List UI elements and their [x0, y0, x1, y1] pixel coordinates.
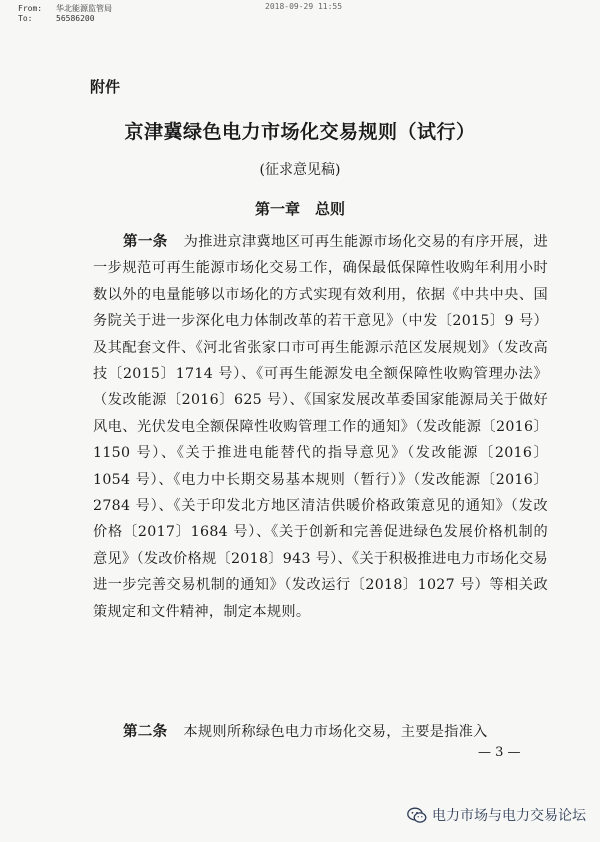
fax-from-label: From: [18, 4, 43, 13]
article-2-heading: 第二条 [123, 724, 168, 740]
watermark [407, 805, 586, 825]
article-2-body: 本规则所称绿色电力市场化交易，主要是指准入 [183, 724, 488, 740]
article-1-body: 为推进京津冀地区可再生能源市场化交易的有序开展，进一步规范可再生能源市场化交易工作，确保最低保障性收购年利用小时数以外的电量能够以市场化的方式实现有效利用，依据《中共中央、国务院关于进一步深化电力体制改革的若干意见》（中发〔2015〕9 号）及其配套文件、《河北省张家口市可再生能源示范区发展规划》（发改高技〔2015〕1714 号）、《可再生能源发电全额保障性收购管理办法》（发改能源〔2016〕625 号）、《国家发展改革委国家能源局关于做好风电、光伏发电全额保障性收购管理工作的通知》（发改能源〔2016〕1150 号）、《关于推进电能替代的指导意见》（发改能源〔2016〕1054 号）、《电力中长期交易基本规则（暂行）》（发改能源〔2016〕2784 号）、《关于印发北方地区清洁供暖价格政策意见的通知》（发改价格〔2017〕1684 号）、《关于创新和完善促进绿色发展价格机制的意见》（发改价格规〔2018〕943 号）、《关于积极推进电力市场化交易进一步完善交易机制的通知》（发改运行〔2018〕1027 号）等相关政策规定和文件精神，制定本规则。 [93, 234, 548, 620]
document-title: 京津冀绿色电力市场化交易规则（试行） [124, 121, 476, 143]
fax-from-row [18, 4, 112, 14]
article-1-heading: 第一条 [123, 234, 168, 250]
article-2 [93, 719, 553, 745]
fax-to-row [18, 14, 112, 24]
chapter-heading: 第一章 总则 [254, 200, 345, 218]
wechat-icon [407, 807, 427, 824]
page-number: — 3 — [478, 745, 521, 760]
document-subtitle: (征求意见稿) [259, 162, 341, 178]
article-1 [93, 229, 548, 625]
fax-to-label: To: [18, 14, 33, 23]
watermark-text: 电力市场与电力交易论坛 [432, 808, 586, 824]
fax-header [18, 4, 112, 24]
annex-label: 附件 [90, 78, 121, 96]
fax-timestamp: 2018-09-29 11:55 [265, 2, 343, 11]
fax-to-value: 56586200 [56, 14, 95, 23]
fax-from-value: 华北能源监管局 [56, 4, 112, 13]
